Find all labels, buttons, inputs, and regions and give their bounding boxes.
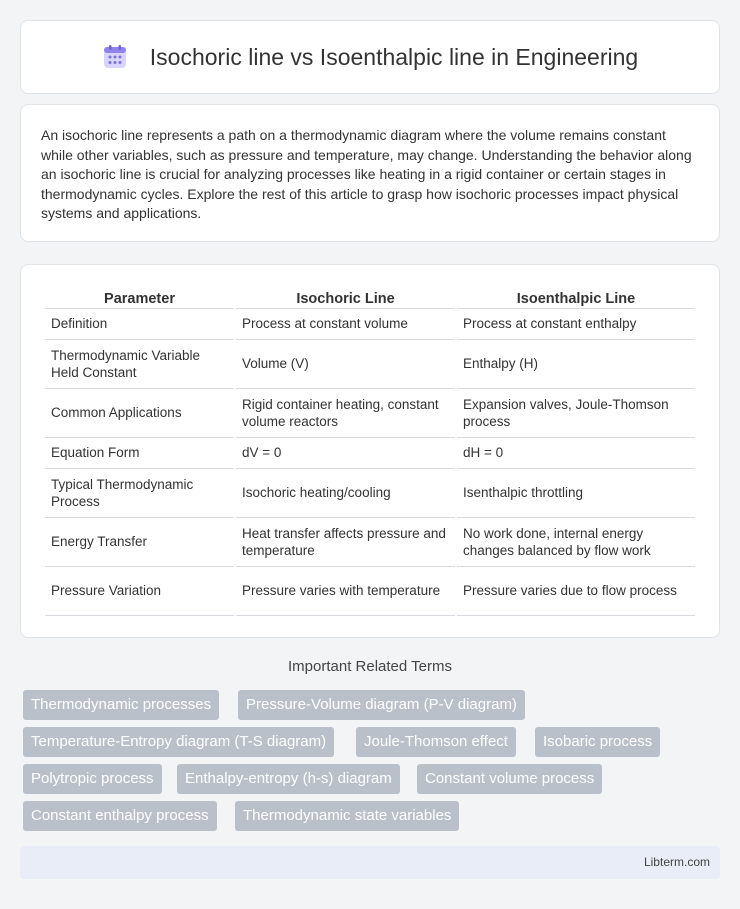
table-cell: dV = 0 — [236, 438, 455, 469]
table-row — [45, 438, 695, 469]
related-term-tag[interactable]: Thermodynamic processes — [23, 690, 219, 720]
table-cell: dH = 0 — [457, 438, 695, 469]
comparison-table-card — [20, 264, 720, 638]
related-terms-title: Important Related Terms — [288, 658, 452, 675]
footer — [20, 846, 720, 879]
table-cell: Pressure varies with temperature — [236, 567, 455, 616]
related-term-tag[interactable]: Constant volume process — [417, 764, 602, 794]
table-header-isochoric: Isochoric Line — [236, 287, 455, 309]
intro-text: An isochoric line represents a path on a thermodynamic diagram where the volume remains constant while other variables, such as pressure and temperature, may change. Understanding the behavior along an isochoric line is crucial for analyzing processes like heating in a rigid container or certain stages in thermodynamic cycles. Explore the rest of this article to grasp how isochoric processes impact physical systems and applications. — [41, 127, 692, 222]
related-term-tag[interactable]: Constant enthalpy process — [23, 801, 217, 831]
table-row — [45, 469, 695, 518]
related-term-tag[interactable]: Polytropic process — [23, 764, 162, 794]
related-term-tag[interactable]: Isobaric process — [535, 727, 660, 757]
table-cell: Enthalpy (H) — [457, 340, 695, 389]
table-row — [45, 567, 695, 616]
table-cell: Pressure Variation — [45, 567, 234, 616]
comparison-table — [43, 287, 697, 616]
table-cell: Expansion valves, Joule-Thomson process — [457, 389, 695, 438]
table-cell: Typical Thermodynamic Process — [45, 469, 234, 518]
table-cell: Energy Transfer — [45, 518, 234, 567]
table-cell: Process at constant enthalpy — [457, 309, 695, 340]
table-row — [45, 518, 695, 567]
page-title: Isochoric line vs Isoenthalpic line in Engineering — [149, 43, 639, 70]
table-cell: Common Applications — [45, 389, 234, 438]
table-row — [45, 340, 695, 389]
table-cell: Thermodynamic Variable Held Constant — [45, 340, 234, 389]
related-term-tag[interactable]: Thermodynamic state variables — [235, 801, 459, 831]
table-cell: Process at constant volume — [236, 309, 455, 340]
table-cell: Definition — [45, 309, 234, 340]
table-cell: Pressure varies due to flow process — [457, 567, 695, 616]
table-header-isoenthalpic: Isoenthalpic Line — [457, 287, 695, 309]
table-cell: Isenthalpic throttling — [457, 469, 695, 518]
table-header-parameter: Parameter — [45, 287, 234, 309]
intro-card — [20, 104, 720, 242]
related-term-tag[interactable]: Temperature-Entropy diagram (T-S diagram) — [23, 727, 334, 757]
footer-brand-link[interactable]: Libterm.com — [643, 855, 710, 869]
table-row — [45, 309, 695, 340]
related-term-tag[interactable]: Enthalpy-entropy (h-s) diagram — [177, 764, 400, 794]
table-cell: Isochoric heating/cooling — [236, 469, 455, 518]
header-card — [20, 20, 720, 94]
related-term-tag[interactable]: Pressure-Volume diagram (P-V diagram) — [238, 690, 525, 720]
table-cell: Heat transfer affects pressure and temperature — [236, 518, 455, 567]
table-row — [45, 389, 695, 438]
table-cell: No work done, internal energy changes balanced by flow work — [457, 518, 695, 567]
related-term-tag[interactable]: Joule-Thomson effect — [356, 727, 516, 757]
table-cell: Equation Form — [45, 438, 234, 469]
table-cell: Volume (V) — [236, 340, 455, 389]
calendar-grid-icon — [102, 44, 128, 70]
table-cell: Rigid container heating, constant volume reactors — [236, 389, 455, 438]
